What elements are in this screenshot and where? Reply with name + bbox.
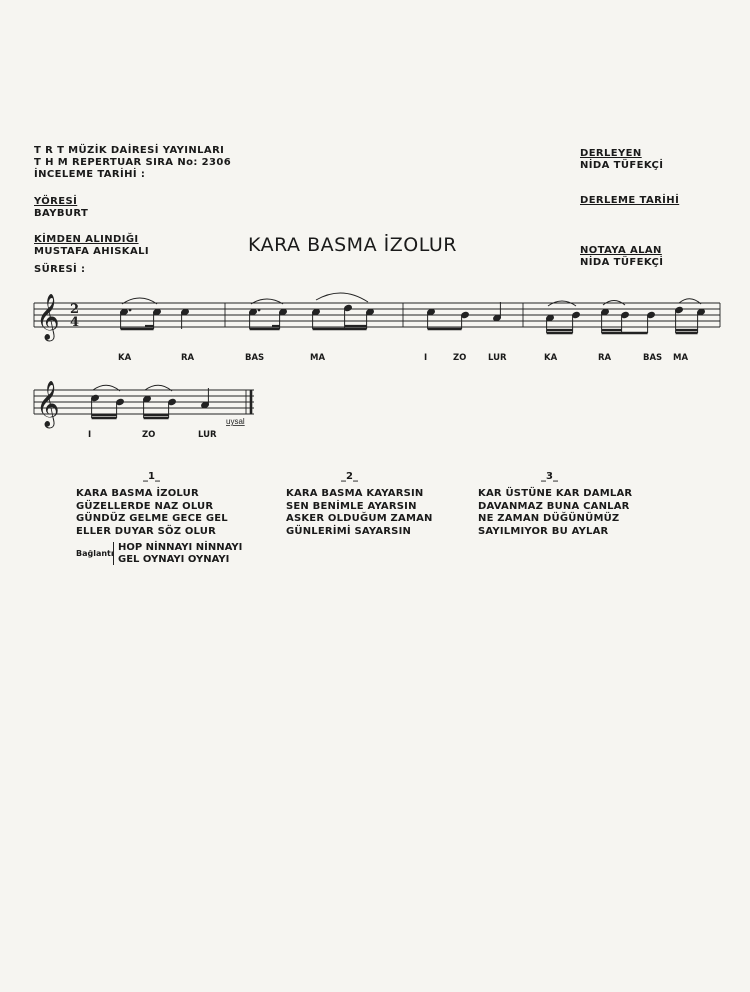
song-title: KARA BASMA İZOLUR	[248, 234, 457, 256]
source-value: MUSTAFA AHISKALI	[34, 246, 149, 257]
syllable: MA	[310, 353, 326, 363]
syllable: LUR	[198, 430, 217, 440]
verse-3	[478, 488, 632, 538]
duration-label: SÜRESİ :	[34, 264, 86, 275]
review-date-line: İNCELEME TARİHİ :	[34, 169, 146, 180]
refrain-line: HOP NİNNAYI NİNNAYI	[118, 542, 243, 553]
lyric-line: GÜNDÜZ GELME GECE GEL	[76, 513, 228, 524]
lyric-line: GÜNLERİMİ SAYARSIN	[286, 525, 412, 537]
syllable: I	[88, 430, 92, 440]
treble-clef-icon: 𝄞	[36, 381, 60, 427]
collector-label: DERLEYEN	[580, 148, 642, 159]
refrain-line: GEL OYNAYI OYNAYI	[118, 553, 230, 565]
verse-2	[286, 488, 433, 538]
lyric-line: DAVANMAZ BUNA CANLAR	[478, 500, 630, 512]
region-label: YÖRESİ	[34, 196, 78, 207]
syllable: KA	[118, 353, 132, 363]
syllable: RA	[181, 353, 195, 363]
syllable: KA	[544, 353, 558, 363]
refrain-label: Bağlantı	[76, 549, 114, 558]
time-signature-bottom: 4	[70, 315, 80, 330]
lyric-line: ASKER OLDUĞUM ZAMAN	[286, 513, 433, 524]
lyric-line: NE ZAMAN DÜĞÜNÜMÜZ	[478, 513, 620, 524]
notation-value: NİDA TÜFEKÇİ	[580, 257, 664, 268]
lyric-line: KAR ÜSTÜNE KAR DAMLAR	[478, 488, 633, 499]
collection-date-label: DERLEME TARİHİ	[580, 195, 680, 206]
lyric-line: ELLER DUYAR SÖZ OLUR	[76, 525, 216, 537]
syllable: BAS	[643, 353, 663, 363]
treble-clef-icon: 𝄞	[36, 294, 60, 340]
publisher-line: T R T MÜZİK DAİRESİ YAYINLARI	[34, 145, 225, 156]
verse-number: _2_	[341, 471, 358, 482]
collector-value: NİDA TÜFEKÇİ	[580, 160, 664, 171]
lyric-line: KARA BASMA İZOLUR	[76, 488, 199, 499]
refrain-block	[113, 542, 242, 565]
syllable: RA	[598, 353, 612, 363]
syllable: I	[424, 353, 428, 363]
syllable: ZO	[453, 353, 467, 363]
time-signature-top: 2	[70, 302, 80, 317]
lyric-line: SEN BENİMLE AYARSIN	[286, 500, 417, 512]
source-label: KİMDEN ALINDIĞI	[34, 234, 139, 245]
syllable: BAS	[245, 353, 265, 363]
lyric-line: GÜZELLERDE NAZ OLUR	[76, 500, 214, 512]
syllable: MA	[673, 353, 689, 363]
lyric-line: KARA BASMA KAYARSIN	[286, 488, 424, 499]
repertoire-number-line: T H M REPERTUAR SIRA No: 2306	[34, 157, 232, 168]
ending-mark: uysal	[226, 417, 245, 426]
region-value: BAYBURT	[34, 208, 89, 219]
syllable: LUR	[488, 353, 507, 363]
verse-number: _3_	[541, 471, 558, 482]
staff-1	[34, 303, 720, 327]
syllable: ZO	[142, 430, 156, 440]
verse-1	[76, 488, 228, 538]
notation-label: NOTAYA ALAN	[580, 245, 662, 256]
lyric-line: SAYILMIYOR BU AYLAR	[478, 525, 609, 537]
verse-number: _1_	[143, 471, 160, 482]
